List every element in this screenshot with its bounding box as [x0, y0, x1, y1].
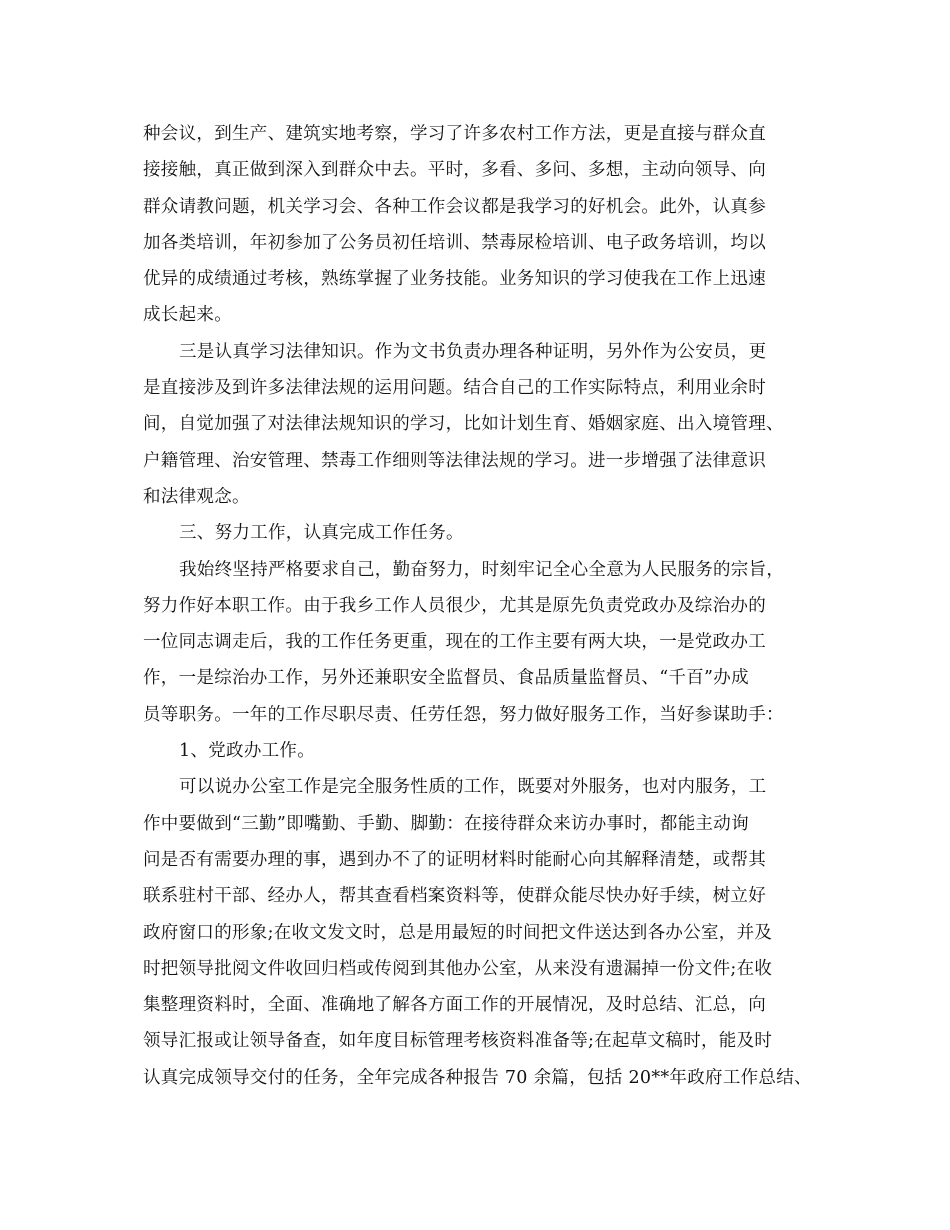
- text-line: 我始终坚持严格要求自己，勤奋努力，时刻牢记全心全意为人民服务的宗旨，: [179, 559, 785, 580]
- text-line: 政府窗口的形象;在收文发文时，总是用最短的时间把文件送达到各办公室，并及: [143, 922, 773, 943]
- text-line: 优异的成绩通过考核，熟练掌握了业务技能。业务知识的学习使我在工作上迅速: [143, 269, 766, 290]
- text-line: 问是否有需要办理的事，遇到办不了的证明材料时能耐心向其解释清楚，或帮其: [143, 849, 766, 870]
- text-line: 员等职务。一年的工作尽职尽责、任劳任怨，努力做好服务工作，当好参谋助手：: [143, 704, 784, 725]
- text-line: 联系驻村干部、经办人，帮其查看档案资料等，使群众能尽快办好手续，树立好: [143, 886, 766, 907]
- text-line: 是直接涉及到许多法律法规的运用问题。结合自己的工作实际特点，利用业余时: [143, 378, 766, 399]
- text-line: 努力作好本职工作。由于我乡工作人员很少，尤其是原先负责党政办及综治办的: [143, 595, 766, 616]
- text-line: 领导汇报或让领导备查，如年度目标管理考核资料准备等;在起草文稿时，能及时: [143, 1031, 773, 1052]
- text-line: 群众请教问题，机关学习会、各种工作会议都是我学习的好机会。此外，认真参: [143, 196, 766, 217]
- text-line: 时把领导批阅文件收回归档或传阅到其他办公室，从来没有遗漏掉一份文件;在收: [143, 958, 773, 979]
- text-line: 集整理资料时，全面、准确地了解各方面工作的开展情况，及时总结、汇总，向: [143, 995, 766, 1016]
- text-line: 作中要做到“三勤”即嘴勤、手勤、脚勤：在接待群众来访办事时，都能主动询: [143, 813, 749, 834]
- text-line: 作，一是综治办工作，另外还兼职安全监督员、食品质量监督员、“千百”办成: [143, 668, 749, 689]
- text-line: 三是认真学习法律知识。作为文书负责办理各种证明，另外作为公安员，更: [179, 341, 767, 362]
- text-line: 接接触，真正做到深入到群众中去。平时，多看、多问、多想，主动向领导、向: [143, 160, 766, 181]
- text-line: 1、党政办工作。: [179, 741, 316, 762]
- text-line: 间，自觉加强了对法律法规知识的学习，比如计划生育、婚姻家庭、出入境管理、: [143, 414, 784, 435]
- text-line: 种会议，到生产、建筑实地考察，学习了许多农村工作方法，更是直接与群众直: [143, 124, 766, 144]
- text-line: 户籍管理、治安管理、禁毒工作细则等法律法规的学习。进一步增强了法律意识: [143, 450, 766, 471]
- body-text: [143, 116, 833, 1096]
- text-line: 成长起来。: [143, 305, 232, 326]
- text-line: 和法律观念。: [143, 486, 250, 507]
- text-line: 加各类培训，年初参加了公务员初任培训、禁毒尿检培训、电子政务培训，均以: [143, 232, 766, 253]
- text-line: 认真完成领导交付的任务，全年完成各种报告 70 余篇，包括 20**年政府工作总结、: [143, 1067, 812, 1088]
- text-line: 一位同志调走后，我的工作任务更重，现在的工作主要有两大块，一是党政办工: [143, 632, 766, 653]
- text-line: 三、努力工作，认真完成工作任务。: [179, 523, 464, 544]
- text-line: 可以说办公室工作是完全服务性质的工作，既要对外服务，也对内服务，工: [179, 777, 767, 798]
